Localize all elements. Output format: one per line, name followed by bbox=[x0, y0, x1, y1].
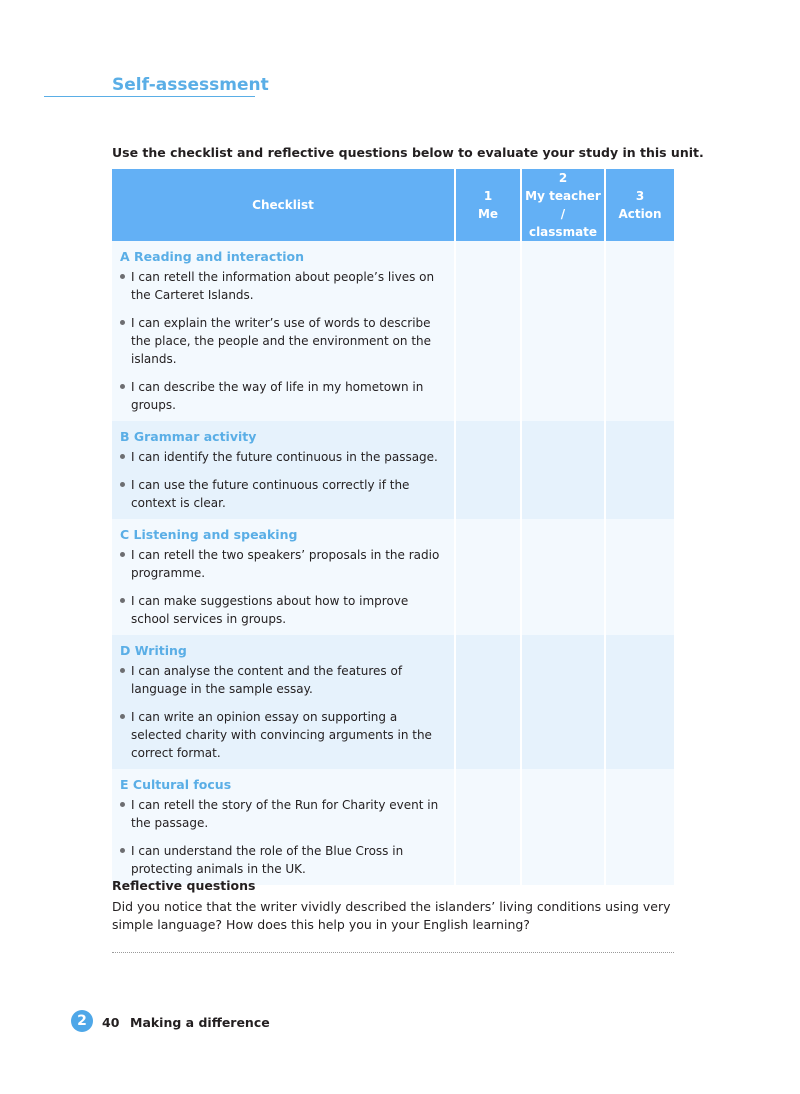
action-cell[interactable] bbox=[606, 635, 674, 769]
checklist-item: I can retell the story of the Run for Charity event in the passage. bbox=[113, 794, 453, 840]
section-row-d bbox=[112, 635, 674, 769]
section-heading-cultural: E Cultural focus bbox=[120, 777, 232, 792]
me-cell[interactable] bbox=[456, 519, 522, 635]
checklist-item: I can analyse the content and the features of language in the sample essay. bbox=[113, 660, 453, 706]
section-heading-listening: C Listening and speaking bbox=[120, 527, 298, 542]
section-cell bbox=[112, 241, 456, 421]
page-title: Self-assessment bbox=[112, 75, 269, 95]
action-cell[interactable] bbox=[606, 241, 674, 421]
section-heading-grammar: B Grammar activity bbox=[120, 429, 257, 444]
checklist-table bbox=[112, 169, 674, 885]
section-heading-reading: A Reading and interaction bbox=[120, 249, 305, 264]
teacher-cell[interactable] bbox=[522, 769, 606, 885]
checklist-item: I can retell the two speakers’ proposals in the radio programme. bbox=[113, 544, 453, 590]
teacher-cell[interactable] bbox=[522, 519, 606, 635]
header-action: 3 Action bbox=[606, 169, 674, 241]
checklist-item: I can retell the information about people’s lives on the Carteret Islands. bbox=[113, 266, 453, 312]
reflective-heading: Reflective questions bbox=[112, 878, 256, 893]
reflective-text: Did you notice that the writer vividly described the islanders’ living conditions using very simple language? How does this help you in your English learning? bbox=[112, 899, 671, 932]
header-teacher-classmate: 2 My teacher / classmate bbox=[522, 169, 606, 241]
checklist-item: I can write an opinion essay on supporting a selected charity with convincing arguments in the correct format. bbox=[113, 706, 453, 768]
action-cell[interactable] bbox=[606, 421, 674, 519]
header-checklist: Checklist bbox=[112, 169, 456, 241]
checklist-item: I can explain the writer’s use of words to describe the place, the people and the environment on the islands. bbox=[113, 312, 453, 376]
section-row-a bbox=[112, 241, 674, 421]
checklist-item: I can use the future continuous correctly if the context is clear. bbox=[113, 474, 453, 518]
section-heading-writing: D Writing bbox=[120, 643, 187, 658]
unit-number-badge: 2 bbox=[71, 1010, 93, 1032]
me-cell[interactable] bbox=[456, 769, 522, 885]
header-me: 1 Me bbox=[456, 169, 522, 241]
action-cell[interactable] bbox=[606, 519, 674, 635]
checklist-item: I can identify the future continuous in the passage. bbox=[113, 446, 453, 474]
section-row-e bbox=[112, 769, 674, 885]
checklist-item: I can make suggestions about how to improve school services in groups. bbox=[113, 590, 453, 634]
section-cell bbox=[112, 421, 456, 519]
action-cell[interactable] bbox=[606, 769, 674, 885]
teacher-cell[interactable] bbox=[522, 635, 606, 769]
unit-title: Making a difference bbox=[130, 1015, 270, 1030]
section-cell bbox=[112, 519, 456, 635]
me-cell[interactable] bbox=[456, 241, 522, 421]
answer-line[interactable] bbox=[112, 952, 674, 953]
teacher-cell[interactable] bbox=[522, 421, 606, 519]
section-row-b bbox=[112, 421, 674, 519]
section-cell bbox=[112, 635, 456, 769]
me-cell[interactable] bbox=[456, 421, 522, 519]
section-cell bbox=[112, 769, 456, 885]
page-number: 40 bbox=[102, 1015, 120, 1030]
section-row-c bbox=[112, 519, 674, 635]
title-underline bbox=[44, 96, 255, 97]
checklist-item: I can describe the way of life in my hometown in groups. bbox=[113, 376, 453, 420]
checklist-item: I can understand the role of the Blue Cross in protecting animals in the UK. bbox=[113, 840, 453, 884]
table-header-row bbox=[112, 169, 674, 241]
teacher-cell[interactable] bbox=[522, 241, 606, 421]
intro-text: Use the checklist and reflective questions below to evaluate your study in this unit. bbox=[112, 145, 704, 160]
me-cell[interactable] bbox=[456, 635, 522, 769]
